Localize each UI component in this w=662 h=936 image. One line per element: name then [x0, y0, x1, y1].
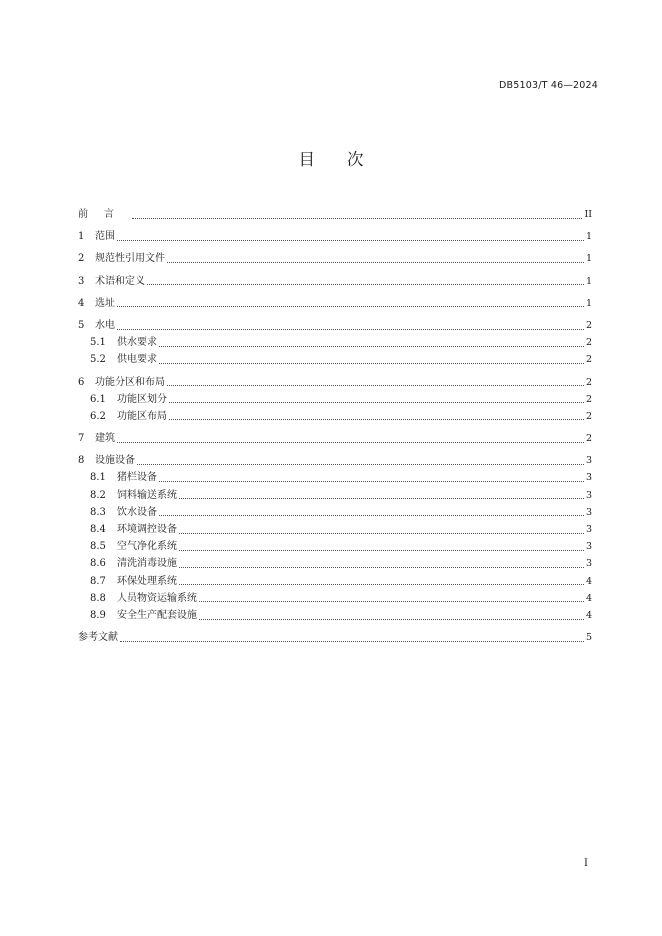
toc-subentry[interactable]	[78, 469, 592, 486]
toc-number: 7	[78, 433, 85, 445]
toc-entry[interactable]	[78, 228, 592, 245]
toc-subentry[interactable]	[78, 504, 592, 521]
toc-page: 3	[585, 524, 592, 535]
toc-label: 环保处理系统	[117, 575, 177, 587]
toc-number: 3	[78, 275, 85, 287]
toc-label: 参考文献	[78, 632, 118, 644]
toc-label: 猪栏设备	[117, 472, 157, 484]
toc-subentry[interactable]	[78, 538, 592, 555]
toc-label: 建筑	[95, 433, 115, 445]
toc-number: 8.7	[90, 575, 106, 587]
dot-leader	[117, 239, 584, 241]
toc-label: 安全生产配套设施	[117, 609, 197, 621]
table-of-contents	[78, 206, 592, 646]
toc-page: 1	[585, 297, 592, 309]
toc-subentry[interactable]	[78, 521, 592, 538]
toc-page: 2	[585, 433, 592, 445]
toc-label: 清洗消毒设施	[117, 558, 177, 570]
toc-number: 4	[78, 297, 85, 309]
dot-leader	[159, 345, 584, 347]
toc-page: 5	[585, 632, 592, 644]
toc-label: 水电	[95, 319, 115, 331]
toc-subentry[interactable]	[78, 487, 592, 504]
toc-page: 3	[585, 506, 592, 518]
toc-label: 功能分区和布局	[95, 376, 165, 388]
toc-number: 2	[78, 253, 85, 265]
toc-number: 8.2	[90, 489, 106, 501]
toc-page: 3	[585, 472, 592, 484]
toc-number: 6	[78, 376, 85, 388]
toc-subentry[interactable]	[78, 555, 592, 572]
toc-entry[interactable]	[78, 273, 592, 290]
toc-number: 5	[78, 319, 85, 331]
toc-page: 2	[585, 376, 592, 388]
toc-page: 1	[585, 231, 592, 243]
dot-leader	[199, 618, 584, 620]
dot-leader	[169, 401, 584, 403]
toc-number: 8.9	[90, 609, 106, 621]
toc-entry[interactable]	[78, 250, 592, 267]
toc-number: 8.6	[90, 558, 106, 570]
page-title: 目次	[298, 150, 396, 169]
toc-entry-foreword[interactable]	[78, 206, 592, 223]
dot-leader	[169, 418, 584, 420]
toc-label: 空气净化系统	[117, 541, 177, 553]
toc-page: II	[584, 209, 592, 220]
dot-leader	[159, 514, 584, 516]
toc-subentry[interactable]	[78, 391, 592, 408]
dot-leader	[132, 217, 582, 219]
dot-leader	[159, 480, 584, 482]
dot-leader	[159, 362, 584, 364]
toc-page: 2	[585, 319, 592, 331]
toc-page: 2	[585, 410, 592, 422]
toc-entry[interactable]	[78, 295, 592, 312]
toc-number: 5.2	[90, 354, 106, 366]
toc-number: 8.3	[90, 506, 106, 518]
toc-entry[interactable]	[78, 317, 592, 334]
dot-leader	[179, 532, 584, 534]
toc-entry[interactable]	[78, 430, 592, 447]
toc-number: 8.8	[90, 592, 106, 604]
toc-subentry[interactable]	[78, 334, 592, 351]
toc-subentry[interactable]	[78, 607, 592, 624]
toc-label: 饲料输送系统	[117, 489, 177, 501]
toc-page: 2	[585, 393, 592, 405]
dot-leader	[117, 441, 584, 443]
document-code: DB5103/T 46—2024	[499, 80, 598, 91]
toc-page: 2	[585, 337, 592, 349]
toc-label: 功能区划分	[117, 393, 167, 405]
dot-leader	[179, 566, 584, 568]
toc-label: 环境调控设备	[117, 524, 177, 535]
toc-subentry[interactable]	[78, 408, 592, 425]
toc-number: 6.1	[90, 393, 106, 405]
toc-page: 3	[585, 455, 592, 467]
toc-entry[interactable]	[78, 452, 592, 469]
dot-leader	[120, 640, 584, 642]
dot-leader	[137, 463, 584, 465]
toc-number: 8.4	[90, 524, 106, 535]
toc-number: 8.1	[90, 472, 106, 484]
toc-label: 规范性引用文件	[95, 253, 165, 265]
toc-label: 前言	[78, 209, 130, 220]
dot-leader	[179, 583, 584, 585]
toc-label: 供水要求	[117, 337, 157, 349]
toc-label: 选址	[95, 297, 115, 309]
toc-number: 8	[78, 455, 85, 467]
toc-subentry[interactable]	[78, 590, 592, 607]
page-number: I	[584, 858, 588, 869]
toc-page: 2	[585, 354, 592, 366]
toc-label: 供电要求	[117, 354, 157, 366]
toc-label: 术语和定义	[95, 275, 145, 287]
toc-label: 设施设备	[95, 455, 135, 467]
dot-leader	[167, 384, 584, 386]
toc-label: 范围	[95, 231, 115, 243]
dot-leader	[167, 261, 584, 263]
toc-entry-references[interactable]	[78, 629, 592, 646]
toc-subentry[interactable]	[78, 351, 592, 368]
toc-label: 人员物资运输系统	[117, 592, 197, 604]
dot-leader	[179, 549, 584, 551]
toc-page: 1	[585, 253, 592, 265]
toc-number: 6.2	[90, 410, 106, 422]
toc-page: 3	[585, 541, 592, 553]
toc-subentry[interactable]	[78, 573, 592, 590]
toc-number: 1	[78, 231, 85, 243]
dot-leader	[117, 328, 584, 330]
dot-leader	[147, 283, 584, 285]
toc-label: 功能区布局	[117, 410, 167, 422]
toc-page: 4	[585, 609, 592, 621]
dot-leader	[179, 497, 584, 499]
toc-entry[interactable]	[78, 374, 592, 391]
toc-number: 5.1	[90, 337, 106, 349]
toc-page: 3	[585, 489, 592, 501]
toc-label: 饮水设备	[117, 506, 157, 518]
dot-leader	[199, 600, 584, 602]
toc-page: 1	[585, 275, 592, 287]
toc-number: 8.5	[90, 541, 106, 553]
dot-leader	[117, 305, 584, 307]
toc-page: 4	[585, 592, 592, 604]
toc-page: 3	[585, 558, 592, 570]
toc-page: 4	[585, 575, 592, 587]
